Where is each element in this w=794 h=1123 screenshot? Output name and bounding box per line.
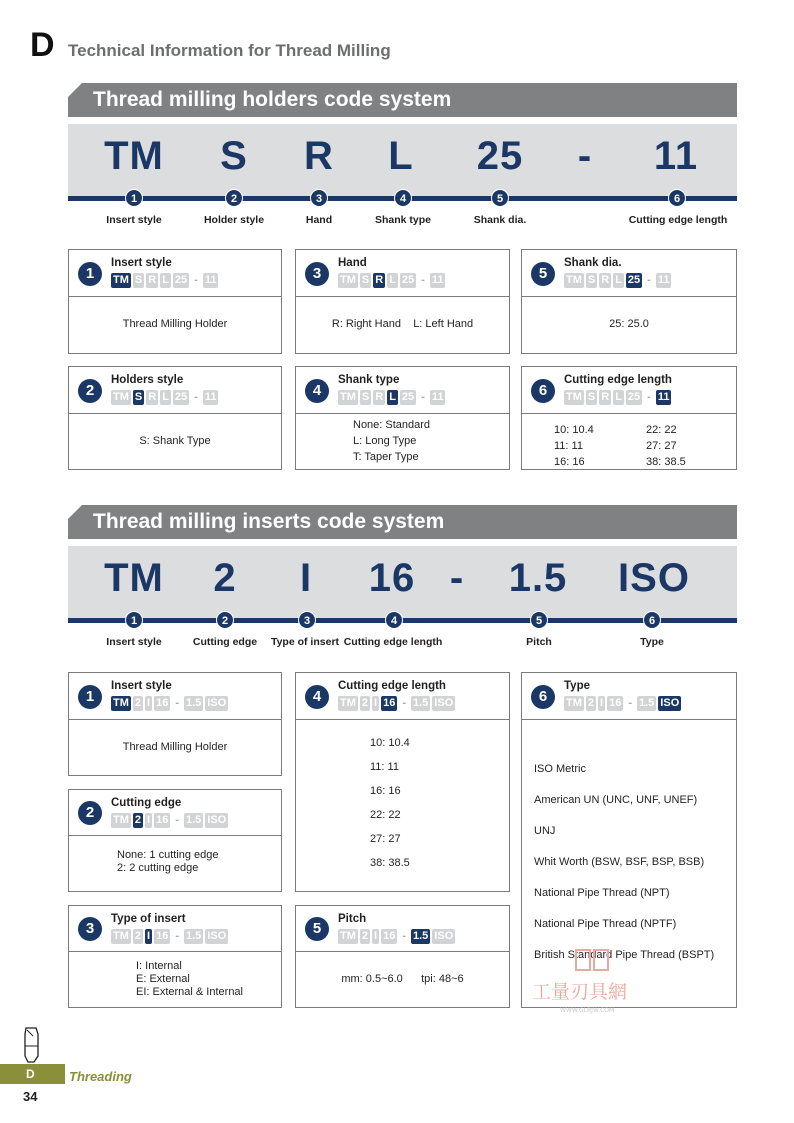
code-box-value: None: Standard — [353, 419, 431, 431]
code-chip: I — [147, 930, 151, 942]
code-box-number: 3 — [305, 262, 329, 286]
page-title: Technical Information for Thread Milling — [68, 41, 391, 60]
chip-separator: - — [647, 274, 651, 286]
code-chip-strip — [564, 390, 671, 405]
code-box — [295, 905, 510, 1008]
code-chip: R — [601, 274, 610, 286]
code-letter: S — [220, 134, 248, 178]
code-letter: TM — [104, 556, 164, 600]
axis-number: 6 — [643, 611, 661, 629]
chip-separator: - — [628, 697, 632, 709]
code-box-number: 3 — [78, 917, 102, 941]
code-chip: TM — [113, 274, 129, 286]
code-letter: R — [304, 134, 334, 178]
code-box-number: 6 — [531, 685, 555, 709]
code-chip-strip — [111, 813, 228, 828]
code-box-number: 1 — [78, 685, 102, 709]
code-box-header — [69, 367, 281, 414]
code-box-number: 2 — [78, 801, 102, 825]
code-box-number: 6 — [531, 379, 555, 403]
code-chip: TM — [113, 697, 129, 709]
code-chip: 11 — [431, 274, 444, 286]
code-chip: L — [389, 391, 396, 403]
code-box-value: E: External — [136, 973, 190, 985]
code-box-title: Insert style — [111, 680, 172, 692]
code-box — [68, 672, 282, 776]
code-letter: 1.5 — [508, 556, 568, 600]
code-chip: 11 — [204, 274, 217, 286]
code-box-header — [296, 673, 509, 720]
axis-label: Insert style — [106, 214, 162, 226]
chapter-letter: D — [30, 26, 55, 64]
code-chip: 1.5 — [186, 697, 202, 709]
axis-number: 1 — [125, 611, 143, 629]
code-chip: S — [587, 391, 596, 403]
code-box-value: 16: 16 — [554, 456, 585, 468]
code-box — [68, 249, 282, 354]
code-box-title: Shank dia. — [564, 257, 622, 269]
code-box-number: 2 — [78, 379, 102, 403]
code-chip: S — [361, 274, 370, 286]
code-chip-strip — [564, 273, 671, 288]
code-chip: 16 — [156, 697, 169, 709]
code-box-header — [69, 790, 281, 836]
code-letter: 11 — [653, 134, 699, 178]
holders-section-title: Thread milling holders code system — [68, 83, 737, 117]
code-chip-strip — [338, 390, 445, 405]
code-box-title: Pitch — [338, 913, 367, 925]
chip-separator: - — [647, 391, 651, 403]
axis-label: Hand — [305, 214, 333, 226]
code-box-header — [296, 367, 509, 414]
code-box-header — [296, 906, 509, 952]
code-letter: TM — [104, 134, 164, 178]
code-box-value: S: Shank Type — [139, 435, 211, 447]
code-chip: L — [162, 391, 169, 403]
code-box-value: T: Taper Type — [353, 451, 419, 463]
code-chip: 25 — [627, 274, 641, 286]
code-box-title: Cutting edge — [111, 797, 182, 809]
code-box-title: Cutting edge length — [338, 680, 446, 692]
code-box-header — [296, 250, 509, 297]
code-box-title: Holders style — [111, 374, 184, 386]
code-chip-strip — [338, 696, 455, 711]
code-chip: TM — [340, 391, 356, 403]
watermark-logo — [530, 948, 660, 1018]
code-chip: 1.5 — [186, 930, 202, 942]
code-chip: I — [374, 930, 378, 942]
axis-number: 6 — [668, 189, 686, 207]
code-chip: TM — [566, 391, 582, 403]
code-chip: 11 — [657, 391, 670, 403]
code-chip: ISO — [207, 930, 227, 942]
code-box-number: 4 — [305, 685, 329, 709]
code-box-title: Cutting edge length — [564, 374, 672, 386]
chapter-label: Threading — [69, 1069, 132, 1084]
code-chip: TM — [340, 697, 356, 709]
code-chip: 1.5 — [639, 697, 655, 709]
code-box-value: I: Internal — [136, 960, 182, 972]
code-box-header — [522, 250, 736, 297]
code-box-value: None: 1 cutting edge — [117, 849, 219, 861]
code-box-value: British Standard Pipe Thread (BSPT) — [534, 949, 715, 961]
inserts-section-title: Thread milling inserts code system — [68, 505, 737, 539]
code-box-value: 38: 38.5 — [370, 857, 410, 869]
axis-label: Holder style — [203, 214, 265, 226]
chip-separator: - — [402, 930, 406, 942]
code-chip-strip — [111, 696, 228, 711]
chip-separator: - — [175, 814, 179, 826]
code-box-value: Thread Milling Holder — [122, 741, 228, 753]
code-letter: 25 — [476, 134, 524, 178]
code-chip: 2 — [361, 930, 369, 942]
code-box — [68, 905, 282, 1008]
code-chip: 16 — [609, 697, 622, 709]
code-chip: 25 — [401, 391, 415, 403]
code-chip: 2 — [134, 814, 142, 826]
code-chip: S — [361, 391, 370, 403]
chip-separator: - — [175, 930, 179, 942]
code-box-number: 4 — [305, 379, 329, 403]
code-box-header — [69, 906, 281, 952]
axis-number: 4 — [394, 189, 412, 207]
code-box-value: 27: 27 — [646, 440, 677, 452]
axis-number: 4 — [385, 611, 403, 629]
code-box-number: 5 — [305, 917, 329, 941]
code-chip: TM — [340, 274, 356, 286]
code-chip: 25 — [401, 274, 415, 286]
code-chip: ISO — [660, 697, 680, 709]
code-chip: TM — [340, 930, 356, 942]
code-chip: I — [147, 697, 151, 709]
code-box — [68, 366, 282, 470]
code-chip: 16 — [156, 930, 169, 942]
code-box-title: Type — [564, 680, 590, 692]
code-box-number: 1 — [78, 262, 102, 286]
code-letter: 16 — [368, 556, 416, 600]
code-chip: 1.5 — [413, 697, 429, 709]
code-chip: ISO — [207, 814, 227, 826]
code-box-value: Whit Worth (BSW, BSF, BSP, BSB) — [534, 856, 705, 868]
code-letter: - — [449, 556, 465, 600]
code-box-header — [522, 367, 736, 414]
code-chip: S — [134, 274, 143, 286]
code-box-value: 10: 10.4 — [370, 737, 410, 749]
code-chip: TM — [113, 391, 129, 403]
code-box-value: mm: 0.5~6.0 tpi: 48~6 — [341, 973, 464, 985]
code-chip: R — [375, 274, 384, 286]
axis-number: 2 — [216, 611, 234, 629]
code-box — [295, 672, 510, 892]
code-chip: TM — [566, 697, 582, 709]
code-box-value: ISO Metric — [534, 763, 586, 775]
code-box-value: R: Right Hand L: Left Hand — [331, 318, 474, 330]
svg-text:WWW.GLRJW.COM: WWW.GLRJW.COM — [560, 1007, 615, 1014]
code-chip: TM — [113, 814, 129, 826]
code-chip: R — [601, 391, 610, 403]
code-box-title: Shank type — [338, 374, 400, 386]
code-chip: 16 — [383, 697, 396, 709]
code-chip: 16 — [383, 930, 396, 942]
axis-number: 1 — [125, 189, 143, 207]
code-box-value: 11: 11 — [554, 440, 583, 452]
code-letter: L — [388, 134, 414, 178]
code-box-value: 2: 2 cutting edge — [117, 862, 199, 874]
code-chip: 25 — [174, 274, 188, 286]
code-box-header — [69, 673, 281, 720]
code-box — [521, 366, 737, 470]
axis-number: 5 — [530, 611, 548, 629]
code-chip: 1.5 — [186, 814, 202, 826]
code-chip: 16 — [156, 814, 169, 826]
code-chip: I — [600, 697, 604, 709]
code-box-value: EI: External & Internal — [136, 986, 243, 998]
chip-separator: - — [402, 697, 406, 709]
code-box-value: 16: 16 — [370, 785, 401, 797]
code-chip: 2 — [134, 697, 142, 709]
axis-label: Shank type — [374, 214, 432, 226]
axis-label: Pitch — [526, 636, 552, 648]
axis-label: Cutting edge — [192, 636, 258, 648]
code-chip: 2 — [361, 697, 369, 709]
code-chip: ISO — [434, 697, 454, 709]
code-chip: R — [148, 274, 157, 286]
code-chip: 25 — [174, 391, 188, 403]
code-chip: L — [615, 274, 622, 286]
thread-tool-icon — [22, 1026, 42, 1064]
code-box-value: National Pipe Thread (NPT) — [534, 887, 670, 899]
axis-label: Insert style — [106, 636, 162, 648]
code-chip: TM — [566, 274, 582, 286]
chip-separator: - — [175, 697, 179, 709]
code-box-value: Thread Milling Holder — [122, 318, 228, 330]
code-chip: R — [375, 391, 384, 403]
chip-separator: - — [194, 274, 198, 286]
axis-label: Type — [640, 636, 664, 648]
code-chip: 11 — [204, 391, 217, 403]
code-chip: 25 — [627, 391, 641, 403]
axis-number: 3 — [298, 611, 316, 629]
code-chip: 2 — [587, 697, 595, 709]
code-box-value: 10: 10.4 — [554, 424, 594, 436]
code-chip: ISO — [207, 697, 227, 709]
svg-text:工量刃具網: 工量刃具網 — [532, 981, 628, 1003]
code-box — [295, 366, 510, 470]
code-box-value: 11: 11 — [370, 761, 399, 773]
code-box-value: L: Long Type — [353, 435, 417, 447]
axis-label: Cutting edge length — [628, 214, 728, 226]
code-letter: 2 — [213, 556, 237, 600]
page-number: 34 — [23, 1089, 38, 1104]
axis-number: 5 — [491, 189, 509, 207]
code-box — [68, 789, 282, 892]
code-chip-strip — [338, 929, 455, 944]
code-chip: ISO — [434, 930, 454, 942]
code-box-header — [522, 673, 736, 720]
chapter-tab: D — [0, 1064, 65, 1084]
code-chip: S — [587, 274, 596, 286]
code-chip: 1.5 — [413, 930, 429, 942]
code-box-value: American UN (UNC, UNF, UNEF) — [534, 794, 698, 806]
code-box — [295, 249, 510, 354]
code-box-number: 5 — [531, 262, 555, 286]
code-box-value: 22: 22 — [646, 424, 677, 436]
code-chip: TM — [113, 930, 129, 942]
code-box-value: 27: 27 — [370, 833, 401, 845]
chip-separator: - — [421, 274, 425, 286]
code-box-value: 25: 25.0 — [609, 318, 649, 330]
code-chip-strip — [111, 929, 228, 944]
code-chip: L — [162, 274, 169, 286]
code-box-header — [69, 250, 281, 297]
inserts-code-band — [68, 546, 737, 623]
code-box-title: Hand — [338, 257, 367, 269]
axis-number: 2 — [225, 189, 243, 207]
code-chip: R — [148, 391, 157, 403]
code-box-value: 22: 22 — [370, 809, 401, 821]
code-chip-strip — [564, 696, 681, 711]
code-chip: L — [615, 391, 622, 403]
code-chip: 2 — [134, 930, 142, 942]
code-chip-strip — [338, 273, 445, 288]
code-chip: I — [147, 814, 151, 826]
code-box-value: UNJ — [534, 825, 556, 837]
code-chip: L — [389, 274, 396, 286]
code-letter: ISO — [618, 556, 690, 600]
axis-label: Shank dia. — [473, 214, 527, 226]
code-chip: S — [134, 391, 143, 403]
code-chip: I — [374, 697, 378, 709]
code-box-value: 38: 38.5 — [646, 456, 686, 468]
axis-label: Cutting edge length — [343, 636, 443, 648]
code-chip: 11 — [431, 391, 444, 403]
axis-number: 3 — [310, 189, 328, 207]
code-letter: - — [577, 134, 593, 178]
code-chip-strip — [111, 390, 218, 405]
axis-label: Type of insert — [270, 636, 340, 648]
code-chip-strip — [111, 273, 218, 288]
code-box — [521, 249, 737, 354]
chip-separator: - — [194, 391, 198, 403]
code-chip: 11 — [657, 274, 670, 286]
code-letter: I — [299, 556, 313, 600]
code-box-value: National Pipe Thread (NPTF) — [534, 918, 677, 930]
chip-separator: - — [421, 391, 425, 403]
code-box-title: Type of insert — [111, 913, 186, 925]
code-box-title: Insert style — [111, 257, 172, 269]
